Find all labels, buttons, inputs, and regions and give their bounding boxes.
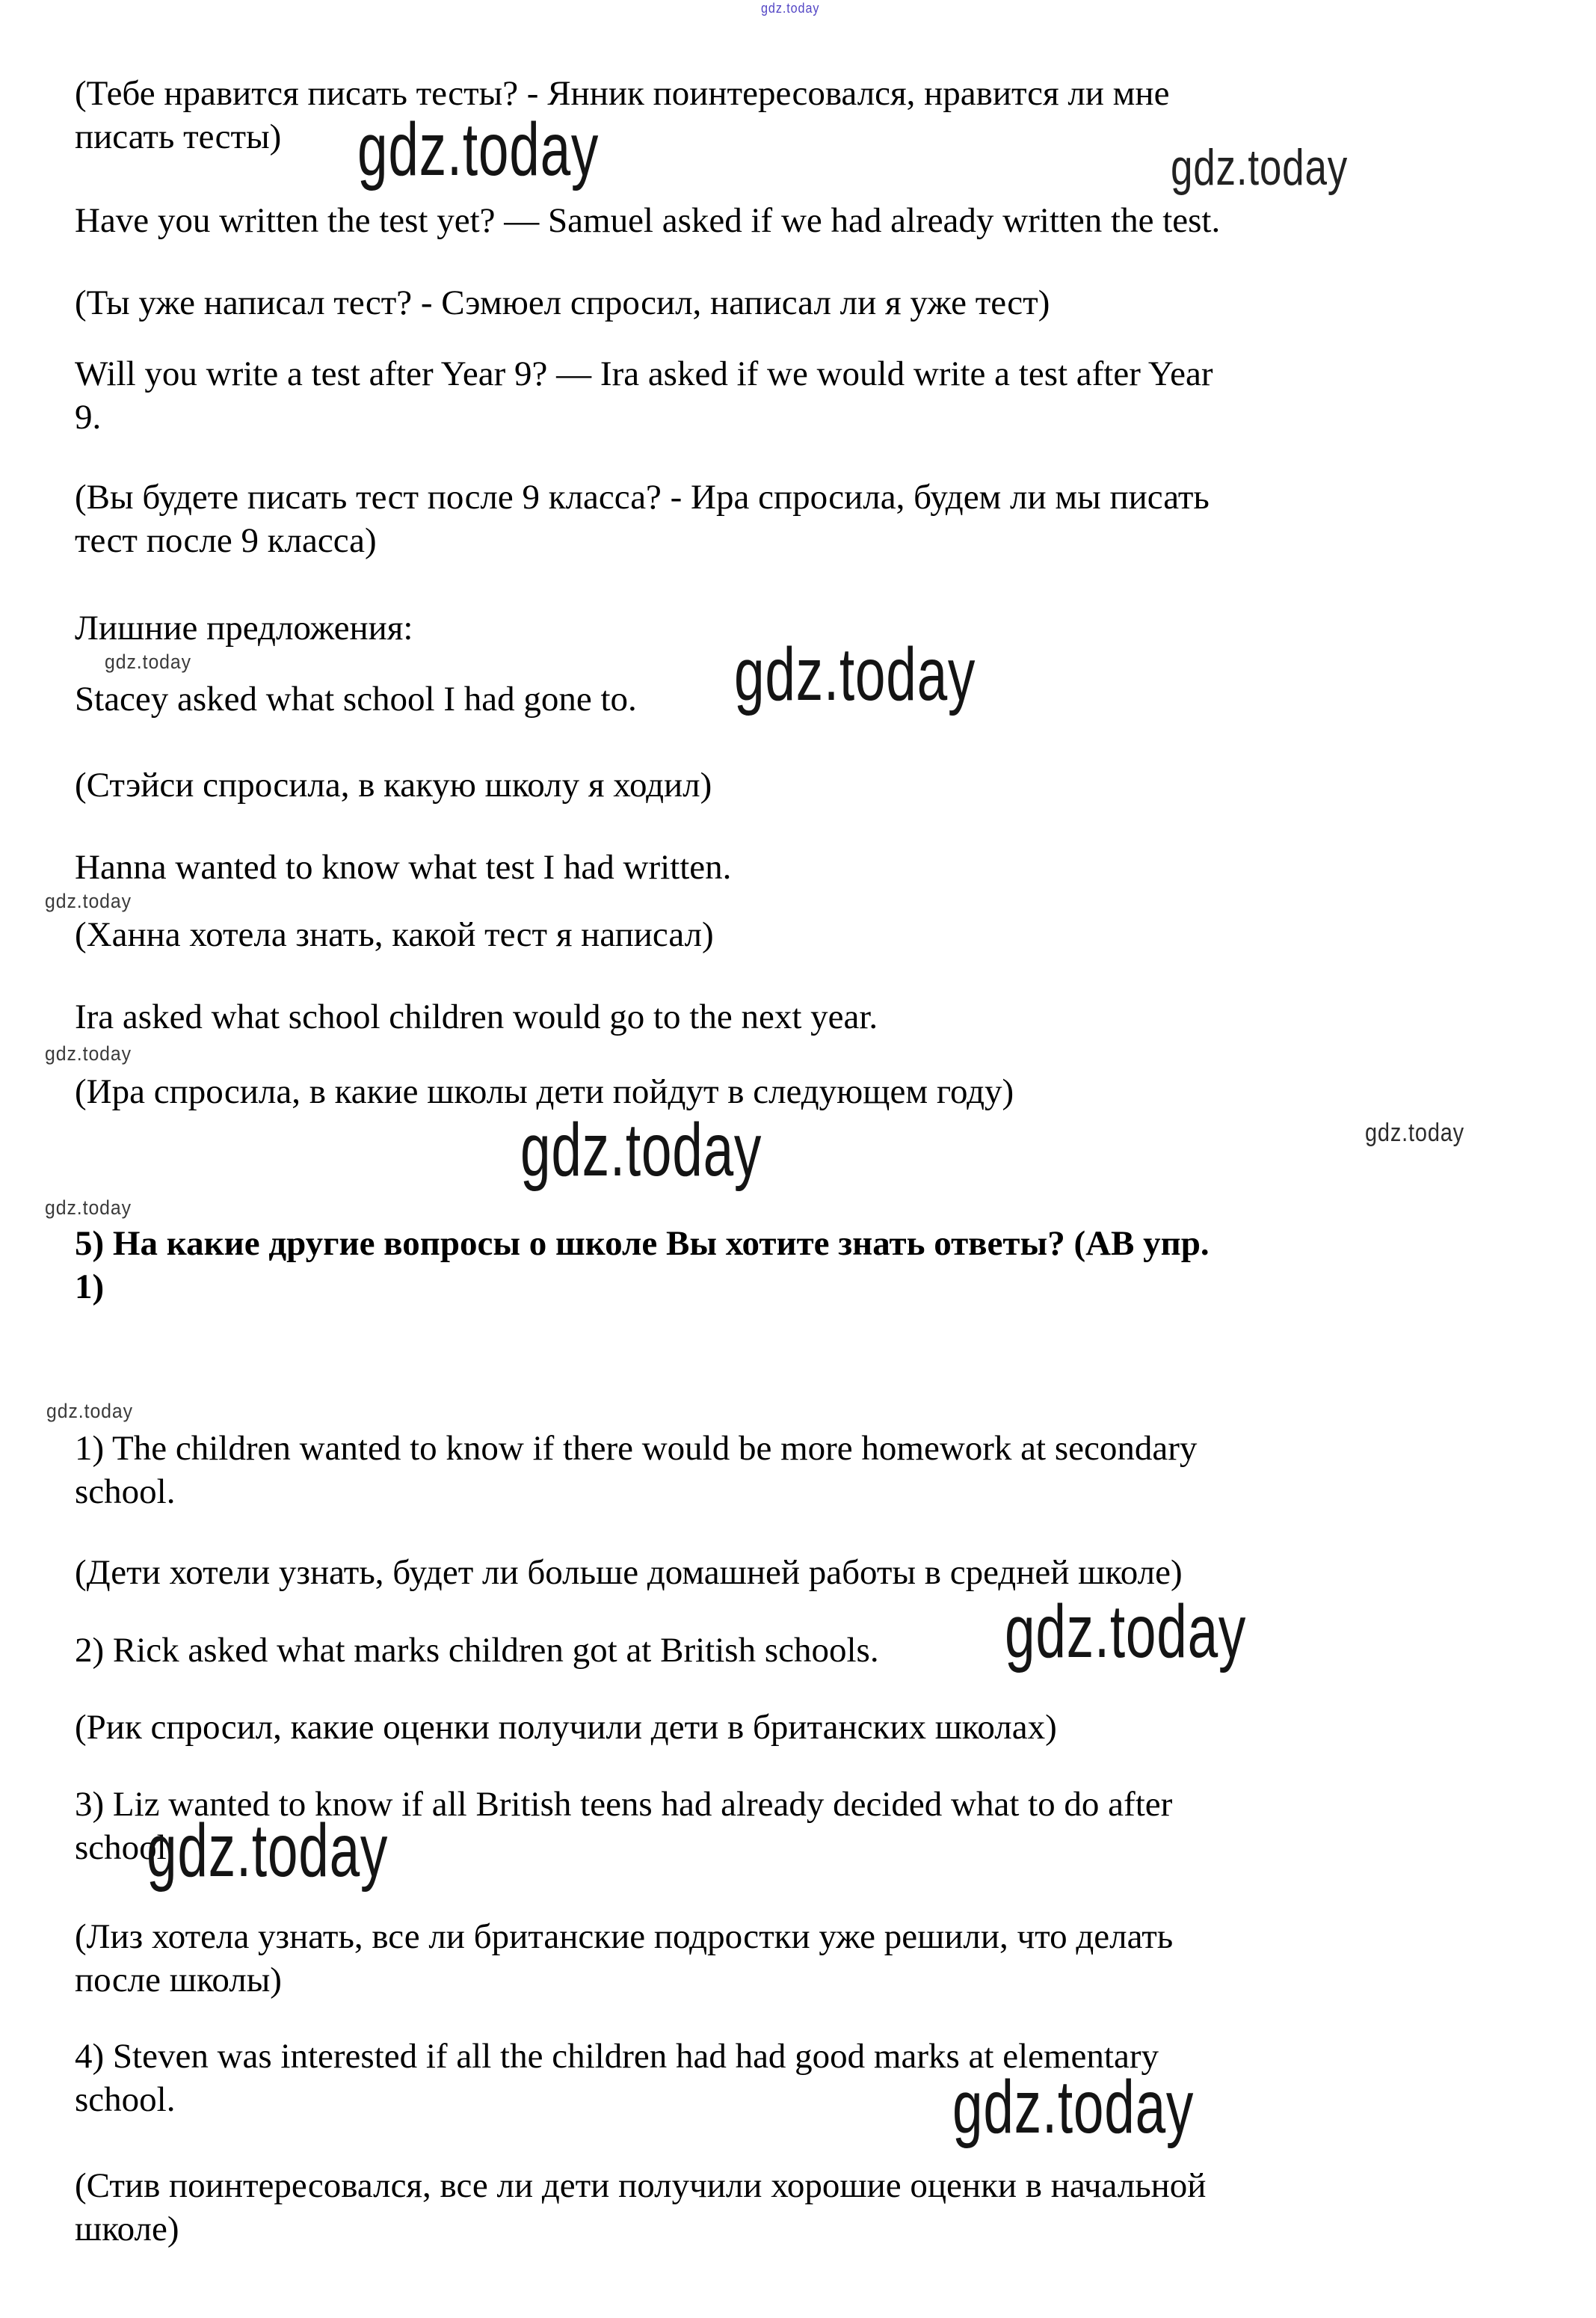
text-line: Will you write a test after Year 9? — Ira asked if we would write a test after Year: [75, 354, 1213, 393]
paragraph: [75, 352, 1213, 439]
watermark-gdz-today: gdz.today: [952, 2065, 1195, 2149]
watermark-gdz-today: gdz.today: [45, 1196, 132, 1219]
paragraph: [75, 1915, 1173, 2002]
paragraph: [75, 476, 1210, 562]
watermark-gdz-today: gdz.today: [734, 633, 976, 716]
text-line: (Рик спросил, какие оценки получили дети в британских школах): [75, 1708, 1057, 1747]
paragraph: [75, 281, 1050, 325]
text-line: (Лиз хотела узнать, все ли британские подростки уже решили, что делать: [75, 1917, 1174, 1956]
text-line: 9.: [75, 398, 102, 437]
text-line: school.: [75, 1828, 176, 1867]
text-line: Have you written the test yet? — Samuel asked if we had already written the test.: [75, 201, 1221, 240]
watermark-gdz-today: gdz.today: [357, 108, 600, 191]
text-line: (Вы будете писать тест после 9 класса? - Ира спросила, будем ли мы писать: [75, 478, 1210, 517]
text-line: (Дети хотели узнать, будет ли больше домашней работы в средней школе): [75, 1553, 1183, 1592]
text-line: Лишние предложения:: [75, 609, 413, 648]
text-line: Hanna wanted to know what test I had written.: [75, 848, 732, 887]
paragraph: [75, 995, 878, 1039]
text-line: тест после 9 класса): [75, 521, 377, 560]
watermark-gdz-today: gdz.today: [45, 1042, 132, 1065]
text-line: Ira asked what school children would go to the next year.: [75, 997, 878, 1036]
watermark-gdz-today: gdz.today: [1171, 139, 1349, 196]
watermark-gdz-today: gdz.today: [1005, 1590, 1247, 1673]
paragraph: [75, 1629, 879, 1672]
text-line: школе): [75, 2210, 179, 2248]
paragraph: [75, 1427, 1197, 1513]
text-line: (Тебе нравится писать тесты? - Янник поинтересовался, нравится ли мне: [75, 74, 1170, 113]
text-line: 1): [75, 1267, 105, 1306]
text-line: после школы): [75, 1961, 282, 1999]
text-line: 2) Rick asked what marks children got at British schools.: [75, 1631, 879, 1670]
paragraph: [75, 2164, 1206, 2251]
paragraph: [75, 1070, 1014, 1113]
paragraph: [75, 846, 731, 889]
text-line: school.: [75, 2080, 176, 2119]
paragraph: [75, 72, 1169, 159]
paragraph: [75, 677, 637, 721]
text-line: 3) Liz wanted to know if all British teens had already decided what to do after: [75, 1785, 1173, 1824]
paragraph: [75, 1706, 1057, 1749]
watermark-gdz-today: gdz.today: [46, 1400, 134, 1422]
text-line: 1) The children wanted to know if there would be more homework at secondary: [75, 1429, 1198, 1468]
paragraph: [75, 913, 714, 956]
watermark-gdz-today: gdz.today: [105, 651, 192, 673]
watermark-gdz-today: gdz.today: [147, 1809, 389, 1893]
text-line: (Ты уже написал тест? - Сэмюел спросил, написал ли я уже тест): [75, 283, 1050, 322]
text-line: 4) Steven was interested if all the children had had good marks at elementary: [75, 2037, 1159, 2076]
text-line: Stacey asked what school I had gone to.: [75, 680, 637, 719]
text-line: 5) На какие другие вопросы о школе Вы хотите знать ответы? (АВ упр.: [75, 1224, 1210, 1263]
paragraph: [75, 1551, 1183, 1594]
paragraph: [75, 199, 1220, 242]
watermark-gdz-today: gdz.today: [520, 1108, 762, 1192]
text-line: (Ира спросила, в какие школы дети пойдут в следующем году): [75, 1072, 1014, 1111]
text-line: (Стэйси спросила, в какую школу я ходил): [75, 766, 712, 805]
watermark-gdz-today: gdz.today: [761, 1, 820, 16]
text-line: (Ханна хотела знать, какой тест я написал): [75, 915, 714, 954]
watermark-gdz-today: gdz.today: [45, 890, 132, 912]
task-heading: [75, 1222, 1210, 1309]
text-line: писать тесты): [75, 117, 282, 156]
text-line: school.: [75, 1472, 176, 1511]
watermark-gdz-today: gdz.today: [1365, 1119, 1464, 1147]
text-line: (Стив поинтересовался, все ли дети получили хорошие оценки в начальной: [75, 2166, 1207, 2205]
paragraph: [75, 606, 413, 650]
paragraph: [75, 763, 712, 807]
